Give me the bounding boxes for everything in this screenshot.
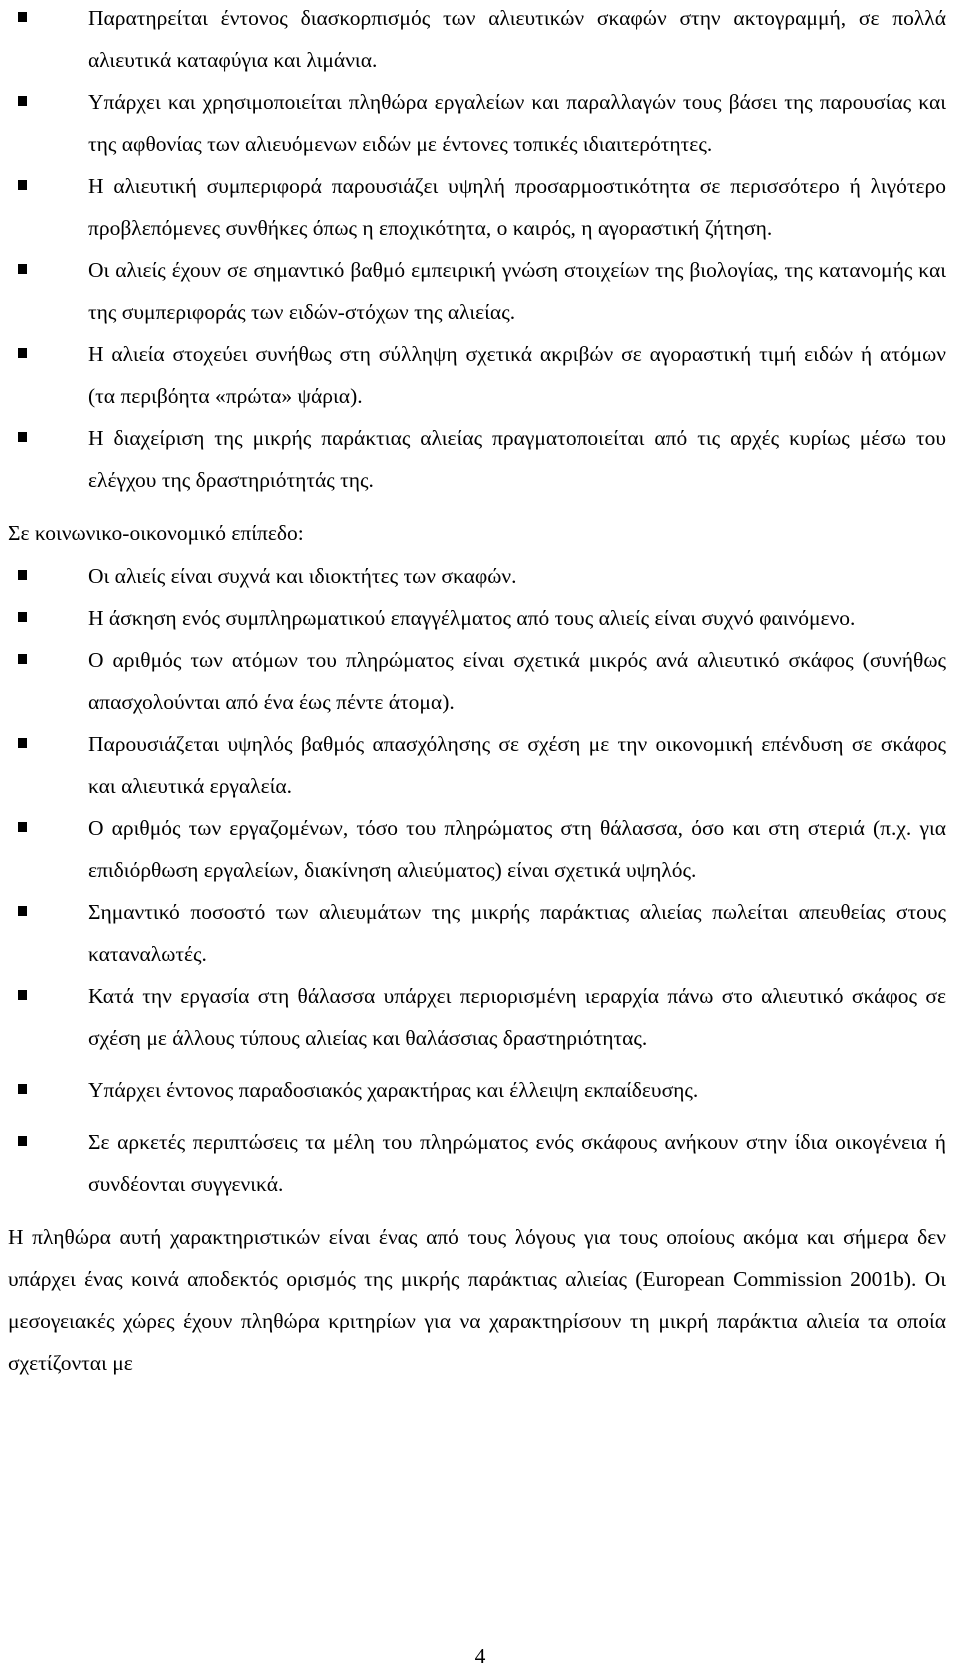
square-bullet-icon bbox=[18, 432, 27, 442]
square-bullet-icon bbox=[18, 180, 27, 190]
square-bullet-icon bbox=[18, 822, 27, 832]
list-item-text: Υπάρχει έντονος παραδοσιακός χαρακτήρας και έλλειψη εκπαίδευσης. bbox=[88, 1078, 699, 1102]
list-item bbox=[6, 165, 952, 249]
list-item bbox=[6, 1121, 952, 1205]
list-item-text: Παρατηρείται έντονος διασκορπισμός των αλιευτικών σκαφών στην ακτογραμμή, σε πολλά αλιευτικά καταφύγια και λιμάνια. bbox=[88, 6, 946, 72]
square-bullet-icon bbox=[18, 12, 27, 22]
list-item-text: Σε αρκετές περιπτώσεις τα μέλη του πληρώματος ενός σκάφους ανήκουν στην ίδια οικογένεια ή συνδέονται συγγενικά. bbox=[88, 1130, 946, 1196]
page-number: 4 bbox=[474, 1644, 486, 1668]
square-bullet-icon bbox=[18, 654, 27, 664]
list-item-text: Ο αριθμός των ατόμων του πληρώματος είναι σχετικά μικρός ανά αλιευτικό σκάφος (συνήθως απασχολούνται από ένα έως πέντε άτομα). bbox=[88, 648, 946, 714]
list-item bbox=[6, 249, 952, 333]
list-item-text: Κατά την εργασία στη θάλασσα υπάρχει περιορισμένη ιεραρχία πάνω στο αλιευτικό σκάφος σε σχέση με άλλους τύπους αλιείας και θαλάσσιας δραστηριότητας. bbox=[88, 984, 946, 1050]
list-item bbox=[6, 891, 952, 975]
list-item bbox=[6, 723, 952, 807]
closing-paragraph: Η πληθώρα αυτή χαρακτηριστικών είναι ένας από τους λόγους για τους οποίους ακόμα και σήμερα δεν υπάρχει ένας κοινά αποδεκτός ορισμός της μικρής παράκτιας αλιείας (European Commission 2001b). Οι μεσογειακές χώρες έχουν πληθώρα κριτηρίων για να χαρακτηρίσουν τη μικρή παράκτια αλιεία τα οποία σχετίζονται με bbox=[8, 1225, 946, 1375]
section-heading: Σε κοινωνικο-οικονομικό επίπεδο: bbox=[8, 521, 304, 545]
list-item bbox=[6, 975, 952, 1059]
list-item bbox=[6, 597, 952, 639]
list-item-text: Η αλιεία στοχεύει συνήθως στη σύλληψη σχετικά ακριβών σε αγοραστική τιμή ειδών ή ατόμων (τα περιβόητα «πρώτα» ψάρια). bbox=[88, 342, 946, 408]
square-bullet-icon bbox=[18, 1084, 27, 1094]
list-item bbox=[6, 333, 952, 417]
list-item-text: Η αλιευτική συμπεριφορά παρουσιάζει υψηλή προσαρμοστικότητα σε περισσότερο ή λιγότερο προβλεπόμενες συνθήκες όπως η εποχικότητα, ο καιρός, η αγοραστική ζήτηση. bbox=[88, 174, 946, 240]
list-item-text: Οι αλιείς έχουν σε σημαντικό βαθμό εμπειρική γνώση στοιχείων της βιολογίας, της κατανομής και της συμπεριφοράς των ειδών-στόχων της αλιείας. bbox=[88, 258, 946, 324]
list-item bbox=[6, 0, 952, 81]
list-item-text: Οι αλιείς είναι συχνά και ιδιοκτήτες των σκαφών. bbox=[88, 564, 517, 588]
list-item bbox=[6, 555, 952, 597]
list-item-text: Η διαχείριση της μικρής παράκτιας αλιείας πραγματοποιείται από τις αρχές κυρίως μέσω του ελέγχου της δραστηριότητάς της. bbox=[88, 426, 946, 492]
list-item-text: Ο αριθμός των εργαζομένων, τόσο του πληρώματος στη θάλασσα, όσο και στη στεριά (π.χ. για επιδιόρθωση εργαλείων, διακίνηση αλιεύματος) είναι σχετικά υψηλός. bbox=[88, 816, 946, 882]
list-item bbox=[6, 1069, 952, 1111]
square-bullet-icon bbox=[18, 906, 27, 916]
list-item bbox=[6, 639, 952, 723]
square-bullet-icon bbox=[18, 348, 27, 358]
square-bullet-icon bbox=[18, 612, 27, 622]
list-item bbox=[6, 807, 952, 891]
square-bullet-icon bbox=[18, 1136, 27, 1146]
list-item-text: Παρουσιάζεται υψηλός βαθμός απασχόλησης σε σχέση με την οικονομική επένδυση σε σκάφος και αλιευτικά εργαλεία. bbox=[88, 732, 946, 798]
list-item-text: Υπάρχει και χρησιμοποιείται πληθώρα εργαλείων και παραλλαγών τους βάσει της παρουσίας και της αφθονίας των αλιευόμενων ειδών με έντονες τοπικές ιδιαιτερότητες. bbox=[88, 90, 946, 156]
socioeconomic-list bbox=[6, 555, 952, 1205]
list-item-text: Η άσκηση ενός συμπληρωματικού επαγγέλματος από τους αλιείς είναι συχνό φαινόμενο. bbox=[88, 606, 856, 630]
square-bullet-icon bbox=[18, 990, 27, 1000]
square-bullet-icon bbox=[18, 738, 27, 748]
list-item bbox=[6, 417, 952, 501]
square-bullet-icon bbox=[18, 96, 27, 106]
list-item-text: Σημαντικό ποσοστό των αλιευμάτων της μικρής παράκτιας αλιείας πωλείται απευθείας στους καταναλωτές. bbox=[88, 900, 946, 966]
characteristics-list bbox=[6, 0, 952, 501]
square-bullet-icon bbox=[18, 264, 27, 274]
square-bullet-icon bbox=[18, 570, 27, 580]
list-item bbox=[6, 81, 952, 165]
